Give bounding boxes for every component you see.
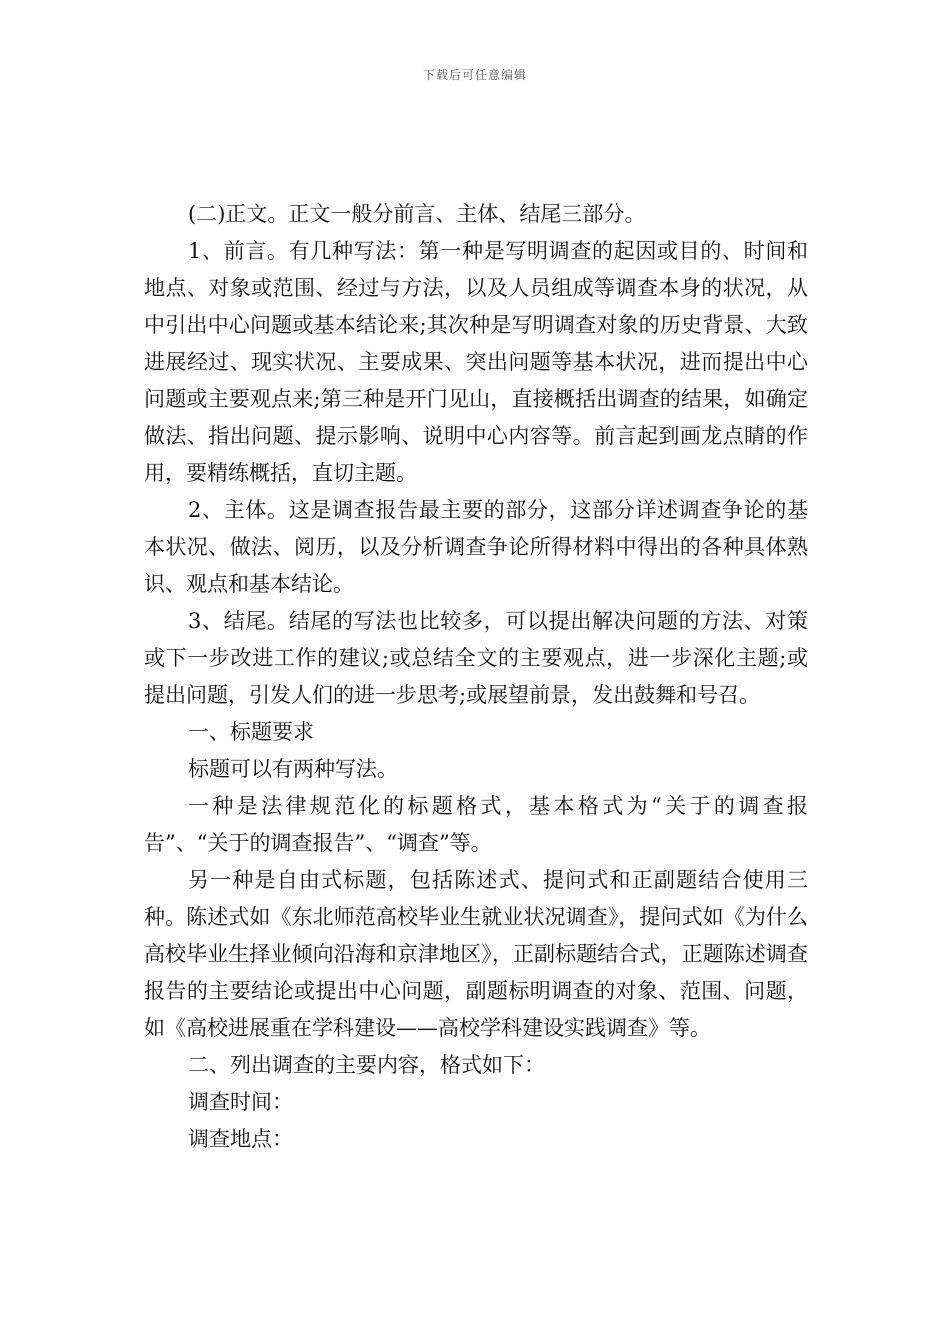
paragraph-preface: 1、前言。有几种写法：第一种是写明调查的起因或目的、时间和地点、对象或范围、经过与方法，以及人员组成等调查本身的状况，从中引出中心问题或基本结论来;其次种是写明调查对象的历史背景、大致进展经过、现实状况、主要成果、突出问题等基本状况，进而提出中心问题或主要观点来;第三种是开门见山，直接概括出调查的结果，如确定做法、指出问题、提示影响、说明中心内容等。前言起到画龙点睛的作用，要精练概括，直切主题。: [144, 239, 808, 485]
heading-main-content: 二、列出调查的主要内容，格式如下：: [188, 1053, 545, 1077]
paragraph-body-intro: (二)正文。正文一般分前言、主体、结尾三部分。: [188, 202, 646, 226]
page-header-note: 下载后可任意编辑: [422, 68, 527, 82]
field-survey-time: 调查时间：: [188, 1090, 293, 1114]
paragraph-free-title: 另一种是自由式标题，包括陈述式、提问式和正副题结合使用三种。陈述式如《东北师范高校毕业生就业状况调查》，提问式如《为什么高校毕业生择业倾向沿海和京津地区》，正副标题结合式，正题陈述调查报告的主要结论或提出中心问题，副题标明调查的对象、范围、问题，如《高校进展重在学科建设——高校学科建设实践调查》等。: [144, 868, 808, 1040]
paragraph-title-two-ways: 标题可以有两种写法。: [188, 757, 398, 781]
paragraph-main-body: 2、主体。这是调查报告最主要的部分，这部分详述调查争论的基本状况、做法、阅历，以及分析调查争论所得材料中得出的各种具体熟识、观点和基本结论。: [144, 498, 808, 596]
heading-title-requirements: 一、标题要求: [188, 720, 314, 744]
paragraph-ending: 3、结尾。结尾的写法也比较多，可以提出解决问题的方法、对策或下一步改进工作的建议;或总结全文的主要观点，进一步深化主题;或提出问题，引发人们的进一步思考;或展望前景，发出鼓舞和号召。: [144, 609, 808, 707]
field-survey-location: 调查地点：: [188, 1127, 293, 1151]
paragraph-standard-title: 一种是法律规范化的标题格式，基本格式为“关于的调查报告”、“关于的调查报告”、“调查”等。: [144, 794, 808, 855]
document-body: [144, 196, 808, 1158]
